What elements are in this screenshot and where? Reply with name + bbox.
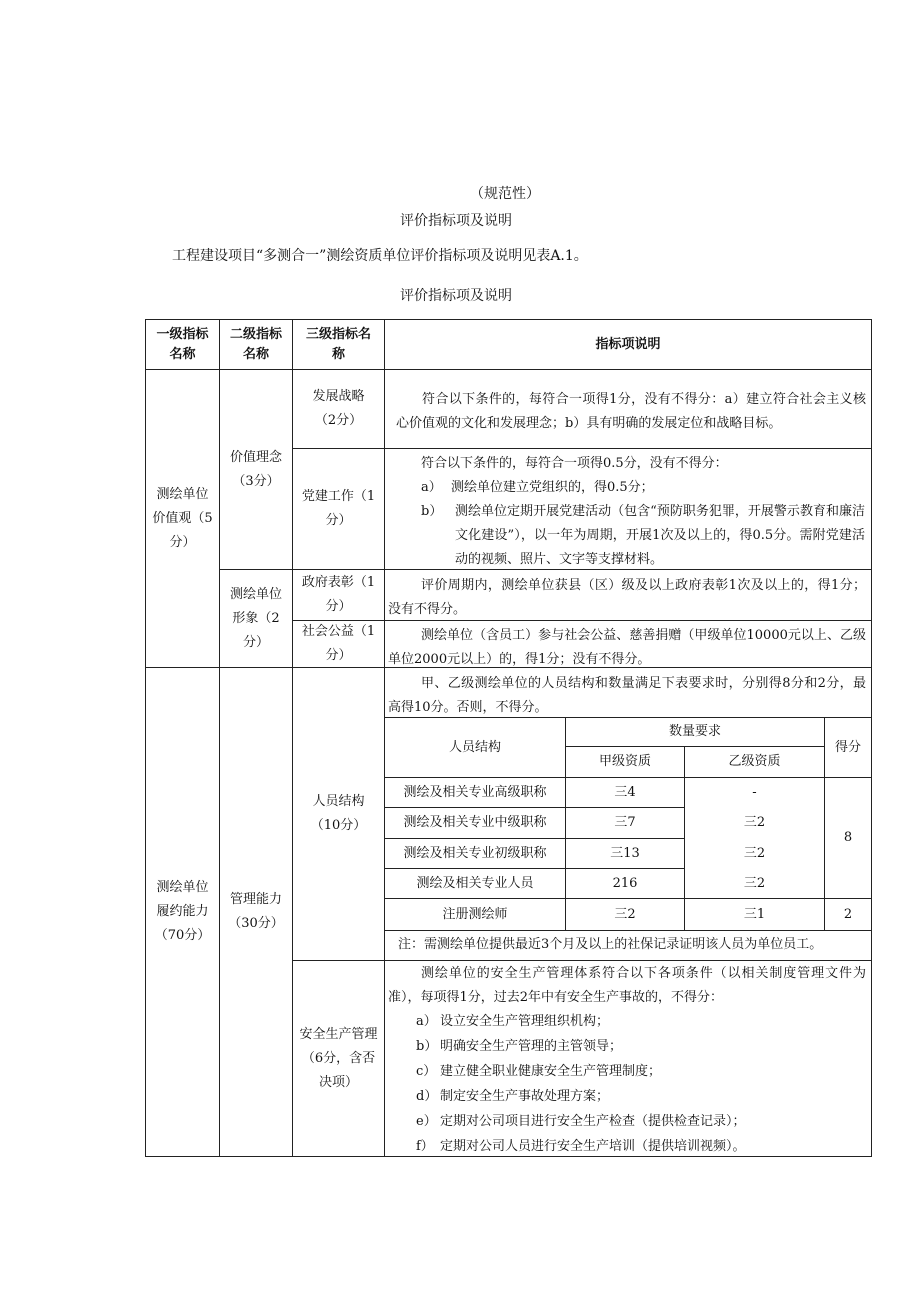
desc-public-welfare: 测绘单位（含员工）参与社会公益、慈善捐赠（甲级单位10000元以上、乙级单位2000元以上）的，得1分；没有不得分。 — [388, 628, 866, 667]
score-group: 8 — [843, 830, 853, 845]
col-quantity: 数量要求 — [668, 724, 721, 739]
table-row-a: 三7 — [614, 815, 636, 830]
level2-unit-image: 测绘单位形象（2分） — [229, 586, 282, 650]
intro-paragraph: 工程建设项目“多测合一”测绘资质单位评价指标项及说明见表A.1。 — [172, 248, 588, 264]
header-level3: 三级指标名称 — [305, 326, 371, 362]
table-row-name: 测绘及相关专业初级职称 — [403, 845, 547, 861]
level1-value: 测绘单位价值观（5分） — [152, 486, 213, 550]
desc-strategy: 符合以下条件的，每符合一项得1分，没有不得分：a）建立符合社会主义核心价值观的文化和发展理念；b）具有明确的发展定位和战略目标。 — [396, 392, 866, 431]
header-level2: 二级指标名称 — [229, 326, 282, 362]
table-row-b: 三1 — [743, 906, 766, 922]
level2-value-concept: 价值理念（3分） — [229, 449, 282, 489]
table-row-name: 测绘及相关专业高级职称 — [403, 784, 547, 800]
table-caption: 评价指标项及说明 — [400, 288, 512, 304]
col-grade-b: 乙级资质 — [728, 754, 781, 769]
col-score: 得分 — [834, 739, 861, 755]
col-grade-a: 甲级资质 — [598, 754, 651, 769]
col-staff-structure: 人员结构 — [448, 739, 501, 755]
table-row-name: 注册测绘师 — [442, 906, 508, 922]
header-level1: 一级指标名称 — [156, 326, 209, 362]
level1-performance: 测绘单位履约能力（70分） — [154, 880, 211, 943]
score-last: 2 — [843, 906, 853, 922]
table-row-a: 三4 — [614, 784, 636, 800]
header-description: 指标项说明 — [595, 336, 661, 352]
table-row-b: - — [752, 784, 757, 800]
table-row-a: 三13 — [610, 845, 640, 861]
table-row-a: 三2 — [614, 906, 636, 922]
level3-gov-award: 政府表彰（1分） — [301, 575, 376, 614]
staff-note: 注：需测绘单位提供最近3个月及以上的社保记录证明该人员为单位员工。 — [398, 937, 823, 952]
desc-gov-award: 评价周期内，测绘单位获县（区）级及以上政府表彰1次及以上的，得1分；没有不得分。 — [388, 578, 866, 617]
desc-staff-intro: 甲、乙级测绘单位的人员结构和数量满足下表要求时，分别得8分和2分，最高得10分。否则，不得分。 — [388, 676, 866, 715]
level3-safety: 安全生产管理（6分，含否决项） — [299, 1026, 378, 1090]
subtitle: （规范性） — [470, 186, 540, 202]
level3-public-welfare: 社会公益（1分） — [301, 624, 376, 663]
level3-strategy: 发展战略（2分） — [312, 389, 365, 428]
table-row-name: 测绘及相关专业中级职称 — [403, 815, 547, 830]
level3-party-building: 党建工作（1分） — [301, 489, 376, 528]
table-row-b: 三2 — [743, 875, 766, 891]
table-row-name: 测绘及相关专业人员 — [416, 875, 534, 891]
section-heading: 评价指标项及说明 — [400, 213, 512, 229]
table-row-b: 三2 — [743, 815, 766, 830]
table-row-b: 三2 — [743, 845, 766, 861]
table-row-a: 216 — [612, 875, 638, 891]
level3-staff-structure: 人员结构（10分） — [310, 794, 367, 833]
level2-management: 管理能力（30分） — [228, 892, 284, 931]
